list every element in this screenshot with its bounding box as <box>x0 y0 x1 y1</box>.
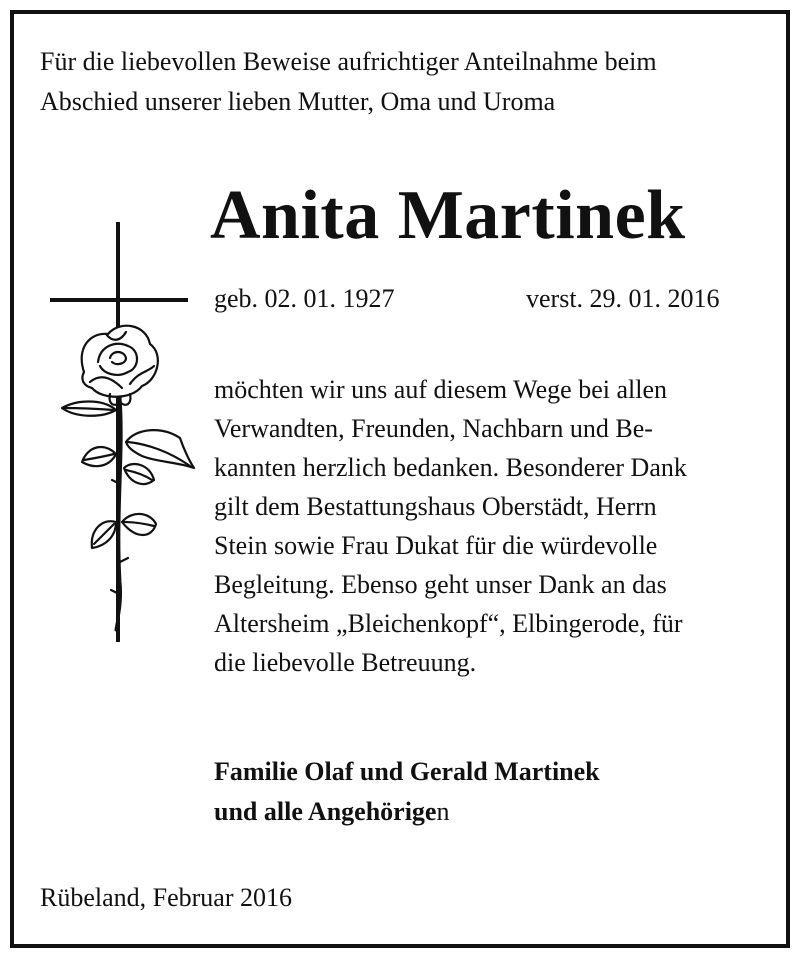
birth-date: geb. 02. 01. 1927 <box>214 284 395 313</box>
message-line: Verwandten, Freunden, Nachbarn und Be- <box>214 414 653 443</box>
message-line: Begleitung. Ebenso geht unser Dank an das <box>214 570 667 599</box>
signature-line: Familie Olaf und Gerald Martinek <box>214 757 600 786</box>
rose-icon <box>62 326 194 630</box>
message-line: kannten herzlich bedanken. Besonderer Dank <box>214 453 687 482</box>
message-text <box>214 370 768 682</box>
signature-block <box>214 752 600 832</box>
intro-text <box>40 42 780 122</box>
intro-line: Für die liebevollen Beweise aufrichtiger Anteilnahme beim <box>40 47 657 76</box>
message-line: möchten wir uns auf diesem Wege bei allen <box>214 375 668 404</box>
message-line: die liebevolle Betreuung. <box>214 648 477 677</box>
signature-bold: und alle Angehörige <box>214 797 437 826</box>
intro-line: Abschied unserer lieben Mutter, Oma und Uroma <box>40 87 556 116</box>
signature-line <box>214 792 600 832</box>
message-line: gilt dem Bestattungshaus Oberstädt, Herrn <box>214 492 657 521</box>
death-date: verst. 29. 01. 2016 <box>526 284 720 313</box>
notice-frame <box>10 10 790 948</box>
message-line: Altersheim „Bleichenkopf“, Elbingerode, für <box>214 609 683 638</box>
cross-rose-emblem <box>50 222 200 652</box>
signature-tail: n <box>436 797 450 826</box>
deceased-name: Anita Martinek <box>210 177 686 254</box>
place-date: Rübeland, Februar 2016 <box>40 883 293 912</box>
message-line: Stein sowie Frau Dukat für die würdevolle <box>214 531 658 560</box>
